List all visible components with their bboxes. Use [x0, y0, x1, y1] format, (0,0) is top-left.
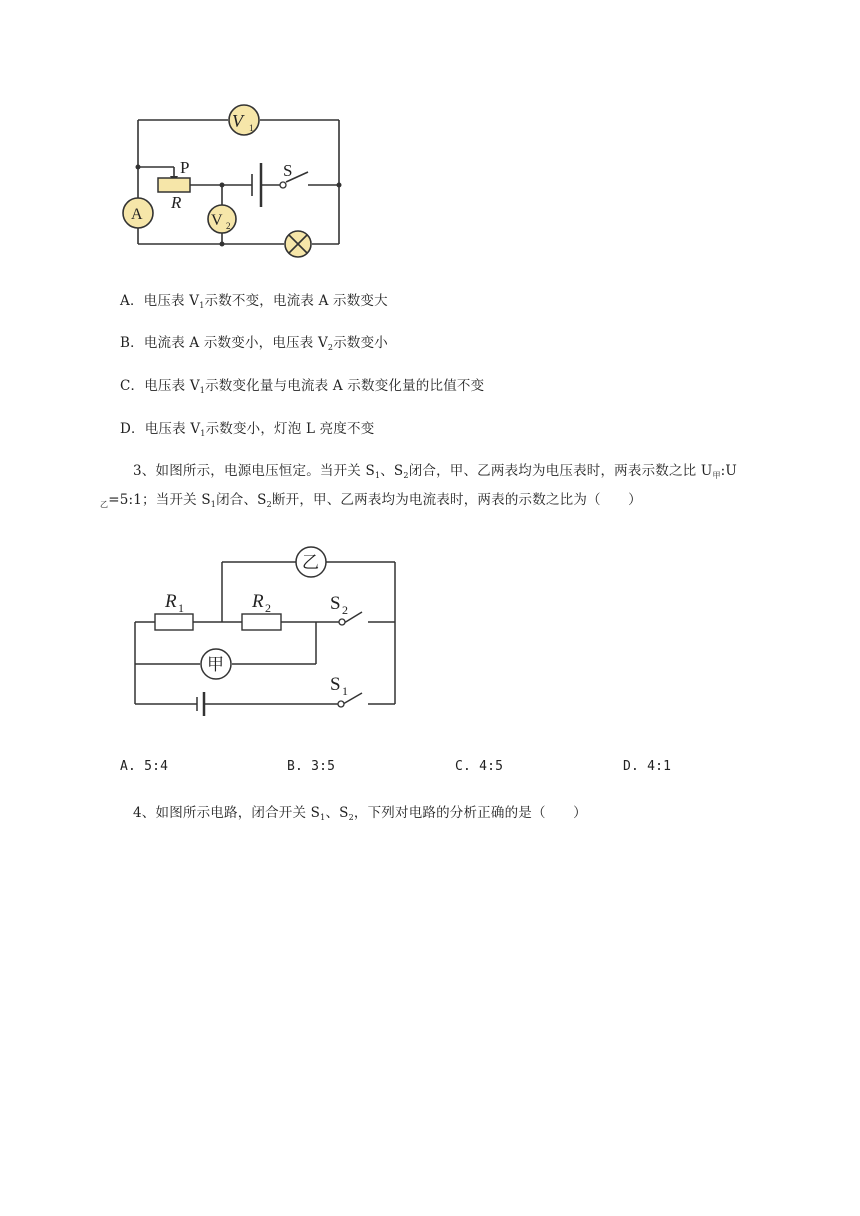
q2-option-d: D．电压表 $V_1$示数变小，灯泡 L 亮度不变: [120, 421, 375, 438]
s1-sub: 1: [342, 684, 348, 698]
q4-stem: 4、如图所示电路，闭合开关 $S_1$、$S_2$，下列对电路的分析正确的是（ ）: [133, 805, 587, 822]
circuit-diagram-1: [110, 95, 360, 275]
s2-label: S: [330, 593, 341, 614]
meter-yi-label: 乙: [302, 553, 319, 572]
q3-line-2: $_乙$=5:1；当开关 $S_1$闭合、$S_2$断开，甲、乙两表均为电流表时，两表的示数之比为（ ）: [100, 492, 642, 509]
q3-option-b: B. 3:5: [287, 759, 336, 774]
ammeter-label: A: [131, 206, 143, 223]
q3-option-d: D. 4:1: [623, 759, 672, 774]
q3-option-a: A. 5:4: [120, 759, 169, 774]
v2-sub: 2: [226, 221, 231, 231]
q2-option-c: C．电压表 $V_1$示数变化量与电流表 A 示数变化量的比值不变: [120, 378, 485, 395]
slider-p-label: P: [180, 158, 190, 177]
q3-option-c: C. 4:5: [455, 759, 504, 774]
r2-sub: 2: [265, 601, 271, 615]
q3-line-1: 3、如图所示，电源电压恒定。当开关 $S_1$、$S_2$闭合，甲、乙两表均为电压表时，两表示数之比 $U_甲:U$: [133, 463, 737, 480]
meter-jia-label: 甲: [207, 655, 224, 674]
q2-option-a: A．电压表 $V_1$示数不变，电流表 A 示数变大: [120, 293, 388, 310]
v2-label: V: [211, 212, 223, 229]
circuit-diagram-2: [120, 540, 410, 720]
r1-sub: 1: [178, 601, 184, 615]
switch-s-label: S: [283, 161, 293, 180]
s1-label: S: [330, 674, 341, 695]
s2-sub: 2: [342, 603, 348, 617]
v1-label: V: [232, 111, 243, 131]
r2-label: R: [252, 591, 264, 612]
r1-label: R: [165, 591, 177, 612]
resistor-r-label: R: [171, 193, 182, 212]
q2-option-b: B．电流表 A 示数变小，电压表 $V_2$示数变小: [120, 335, 389, 352]
v1-sub: 1: [249, 123, 254, 133]
